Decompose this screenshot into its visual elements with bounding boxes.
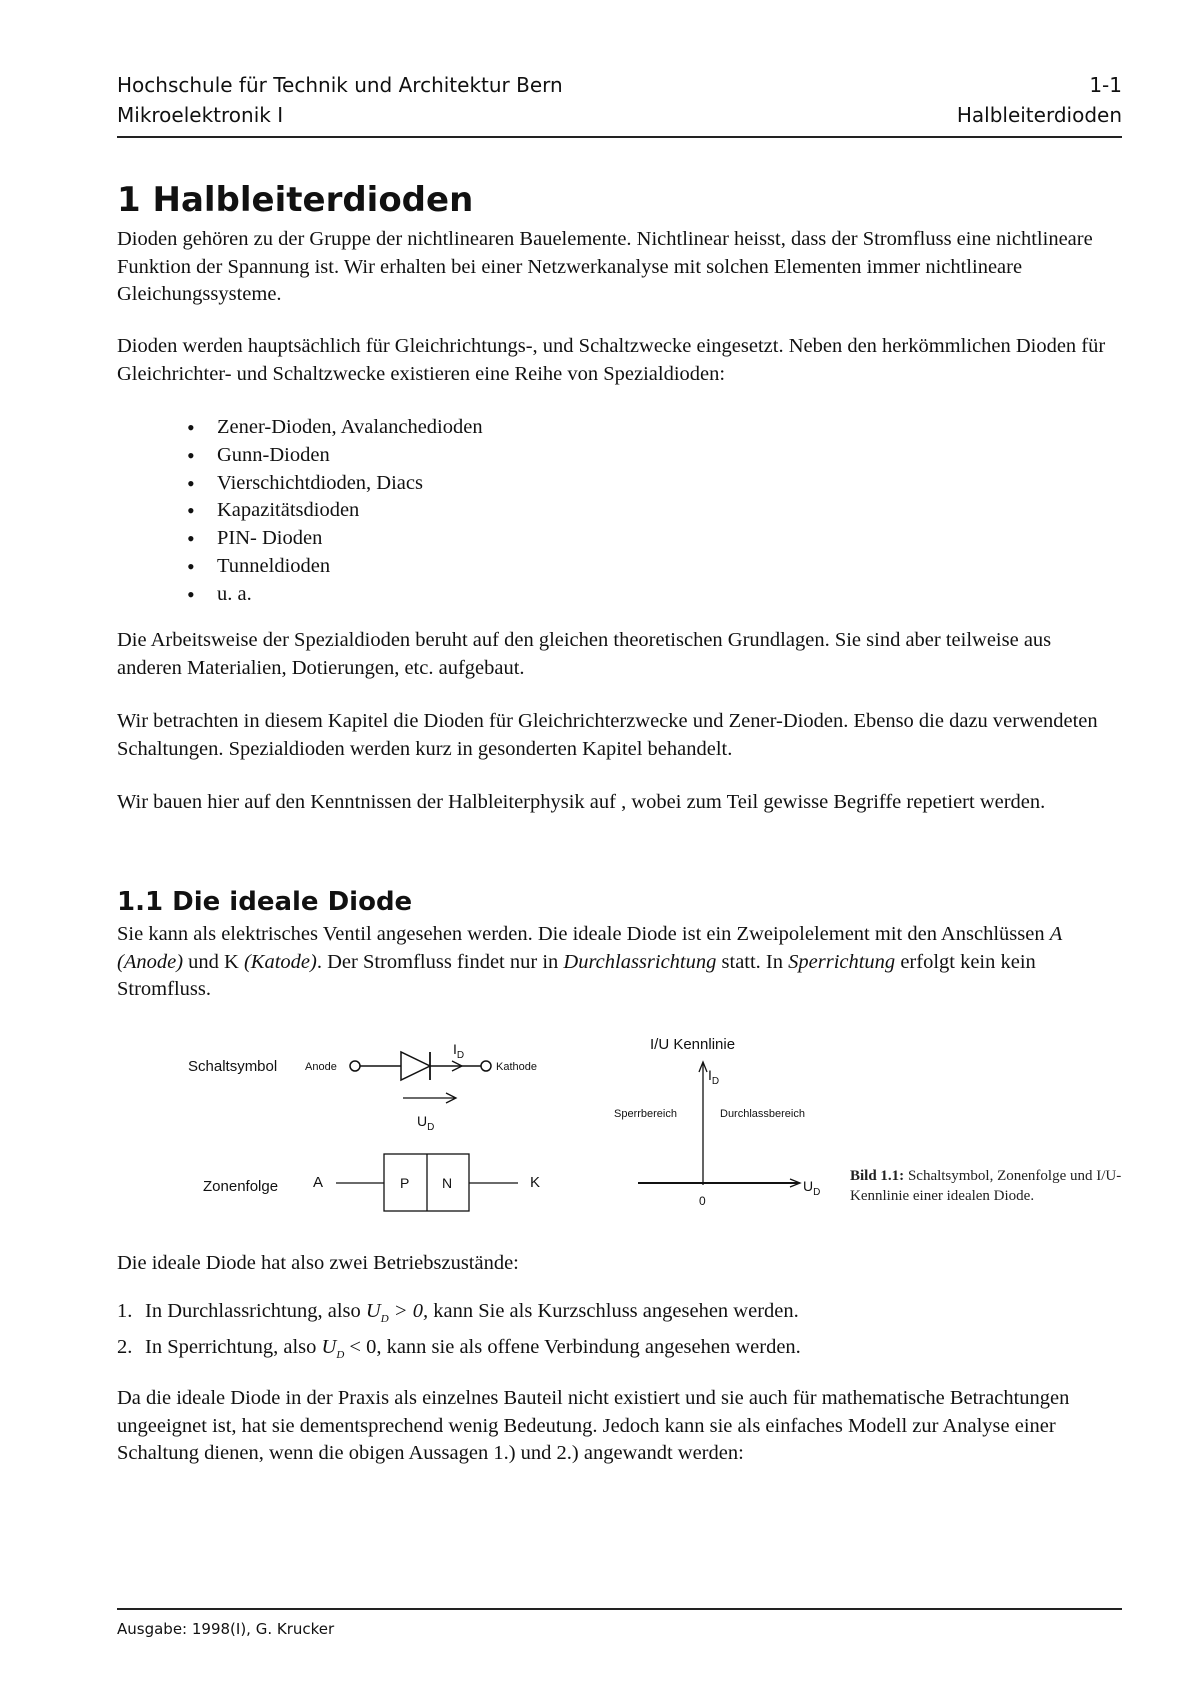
origin-label: 0: [699, 1194, 706, 1208]
variable: U: [365, 1300, 381, 1322]
text-run: kann sie als offene Verbindung angesehen werden.: [381, 1335, 801, 1358]
section-title: 1.1 Die ideale Diode: [117, 887, 413, 917]
text-run: In Durchlassrichtung, also: [145, 1300, 366, 1322]
list-item: • Kapazitätsdioden: [117, 497, 483, 525]
header-chapter: Halbleiterdioden: [956, 103, 1122, 127]
variable-subscript: D: [380, 1313, 389, 1326]
text-run: kann Sie als Kurzschluss angesehen werden.: [428, 1300, 799, 1322]
condition: > 0,: [388, 1300, 429, 1322]
condition: < 0,: [344, 1335, 382, 1358]
figure-caption: [850, 1166, 1170, 1206]
voltage-symbol: U: [417, 1113, 428, 1129]
voltage-label: [417, 1113, 434, 1133]
diode-symbol: [401, 1052, 430, 1080]
zonenfolge-label: Zonenfolge: [203, 1178, 279, 1195]
schaltsymbol-label: Schaltsymbol: [188, 1058, 278, 1075]
durchlass-term: Durchlassrichtung: [563, 950, 717, 973]
list-item: • Tunneldioden: [117, 553, 483, 581]
current-symbol: I: [453, 1041, 457, 1057]
page-footer: Ausgabe: 1998(I), G. Krucker: [117, 1620, 335, 1638]
text-run: erfolgt kein kein Stromfluss.: [117, 950, 1036, 1000]
intro-paragraph-2: Dioden werden hauptsächlich für Gleichrichtungs-, und Schaltzwecke eingesetzt. Neben den herkömmlichen Dioden für Gleichrichter- und Schaltzwecke existieren eine Reihe von Spezialdioden:: [117, 335, 1106, 385]
anode-term: A (Anode): [117, 923, 1062, 973]
list-item: • PIN- Dioden: [117, 525, 483, 553]
item-number: 1.: [117, 1300, 133, 1322]
list-item: [117, 1334, 801, 1370]
sperrbereich-label: Sperrbereich: [614, 1108, 677, 1120]
text-run: Sie kann als elektrisches Ventil angesehen werden. Die ideale Diode ist ein Zweipolelement mit den Anschlüssen: [117, 923, 1050, 945]
axis-current-symbol: I: [708, 1067, 712, 1083]
chapter-title: 1 Halbleiterdioden: [117, 180, 474, 220]
states-intro: Die ideale Diode hat also zwei Betriebszustände:: [117, 1252, 519, 1274]
caption-text: Schaltsymbol, Zonenfolge und I/U-Kennlinie einer idealen Diode.: [850, 1168, 1122, 1204]
variable: U: [321, 1335, 337, 1358]
item-number: 2.: [117, 1335, 133, 1358]
body-paragraph-2: Wir betrachten in diesem Kapitel die Dioden für Gleichrichterzwecke und Zener-Dioden. Ebenso die dazu verwendeten Schaltungen. Spezialdioden werden kurz in gesonderten Kapitel behandelt.: [117, 710, 1098, 760]
footer-divider: [117, 1608, 1122, 1610]
states-list: [117, 1298, 801, 1369]
katode-term: (Katode): [243, 950, 317, 973]
voltage-subscript: D: [427, 1122, 435, 1133]
n-zone-label: N: [442, 1175, 453, 1191]
list-item: [117, 1298, 801, 1334]
p-zone-label: P: [400, 1175, 410, 1191]
kathode-terminal: [481, 1061, 491, 1071]
sperr-term: Sperrichtung: [788, 950, 896, 973]
current-axis-label: [708, 1067, 719, 1087]
zone-kathode-label: K: [530, 1174, 541, 1191]
text-run: . Der Stromfluss findet nur in: [316, 950, 564, 973]
text-run: und K: [183, 950, 244, 973]
header-institution: Hochschule für Technik und Architektur Bern: [117, 73, 563, 97]
axis-voltage-symbol: U: [803, 1178, 814, 1194]
header-page-number: 1-1: [1089, 73, 1122, 97]
caption-label: Bild 1.1:: [850, 1168, 905, 1184]
text-run: In Sperrichtung, also: [145, 1335, 322, 1358]
current-subscript: D: [456, 1050, 465, 1061]
intro-paragraph-1: Dioden gehören zu der Gruppe der nichtlinearen Bauelemente. Nichtlinear heisst, dass der Stromfluss eine nichtlineare Funktion der Spannung ist. Wir erhalten bei einer Netzwerkanalyse mit solchen Elementen immer nichtlineare Gleichungssysteme.: [117, 228, 1093, 305]
axis-current-subscript: D: [711, 1076, 720, 1087]
kennlinie-title: I/U Kennlinie: [650, 1036, 736, 1053]
variable-subscript: D: [336, 1348, 345, 1361]
anode-terminal: [350, 1061, 360, 1071]
list-item: • u. a.: [117, 581, 483, 609]
anode-label: Anode: [305, 1061, 337, 1073]
list-item: • Zener-Dioden, Avalanchedioden: [117, 414, 483, 442]
text-run: statt. In: [716, 950, 789, 973]
list-item: • Gunn-Dioden: [117, 442, 483, 470]
list-item: • Vierschichtdioden, Diacs: [117, 470, 483, 498]
voltage-axis-label: [803, 1178, 820, 1198]
zone-anode-label: A: [313, 1174, 324, 1191]
closing-paragraph: Da die ideale Diode in der Praxis als einzelnes Bauteil nicht existiert und sie auch für mathematische Betrachtungen ungeeignet ist, hat sie dementsprechend wenig Bedeutung. Jedoch kann sie als einfaches Modell zur Analyse einer Schaltung dienen, wenn die obigen Aussagen 1.) und 2.) angewandt werden:: [117, 1387, 1070, 1464]
header-course: Mikroelektronik I: [117, 103, 284, 127]
durchlassbereich-label: Durchlassbereich: [720, 1108, 805, 1120]
kathode-label: Kathode: [496, 1061, 537, 1073]
current-label: [453, 1041, 464, 1061]
body-paragraph-1: Die Arbeitsweise der Spezialdioden beruht auf den gleichen theoretischen Grundlagen. Sie sind aber teilweise aus anderen Materialien, Dotierungen, etc. aufgebaut.: [117, 629, 1052, 679]
axis-voltage-subscript: D: [813, 1187, 821, 1198]
body-paragraph-3: Wir bauen hier auf den Kenntnissen der Halbleiterphysik auf , wobei zum Teil gewisse Begriffe repetiert werden.: [117, 791, 1046, 813]
